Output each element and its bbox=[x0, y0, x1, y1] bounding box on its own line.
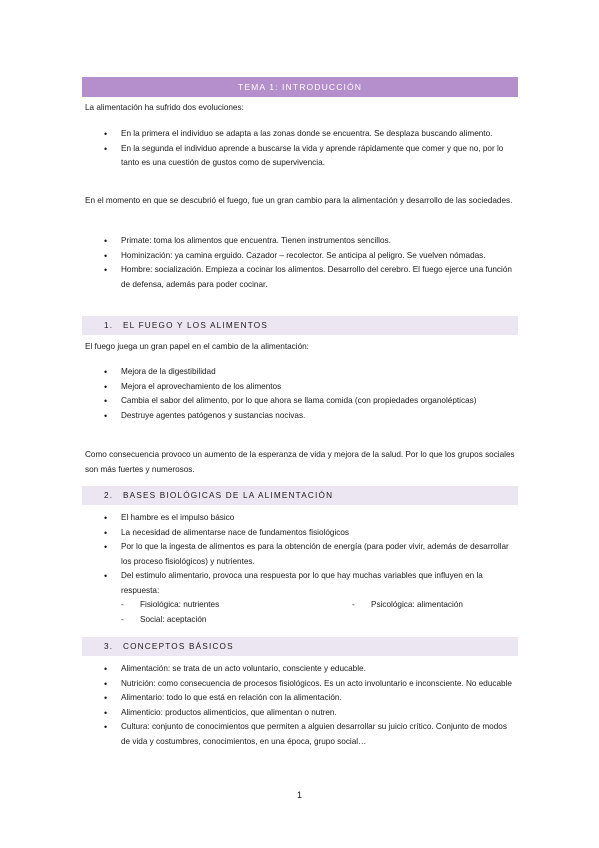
basic-concepts-list bbox=[85, 662, 515, 750]
section-lead: El fuego juega un gran papel en el cambio de la alimentación: bbox=[85, 342, 309, 351]
section-title: BASES BIOLÓGICAS DE LA ALIMENTACIÓN bbox=[123, 491, 334, 500]
list-item: • Primate: toma los alimentos que encuentra. Tienen instrumentos sencillos. bbox=[85, 234, 515, 249]
section-heading-bases bbox=[82, 486, 518, 505]
list-item: • Destruye agentes patógenos y sustancias nocivas. bbox=[85, 409, 515, 424]
list-item: • Del estimulo alimentario, provoca una respuesta por lo que hay muchas variables que influyen en la respuesta: bbox=[85, 569, 515, 598]
page-number: 1 bbox=[296, 790, 302, 800]
section-number: 1. bbox=[104, 321, 114, 330]
section-title: CONCEPTOS BÁSICOS bbox=[123, 642, 234, 651]
biological-bases-list bbox=[85, 511, 515, 599]
fire-effects-list bbox=[85, 365, 515, 423]
page-title: TEMA 1: INTRODUCCIÓN bbox=[82, 77, 518, 97]
list-item: • Alimentación: se trata de un acto voluntario, consciente y educable. bbox=[85, 662, 515, 677]
section-closing: Como consecuencia provoco un aumento de la esperanza de vida y mejora de la salud. Por lo que los grupos sociales son más fuertes y numerosos. bbox=[85, 450, 515, 474]
list-item: • Cambia el sabor del alimento, por lo que ahora se llama comida (con propiedades organolépticas) bbox=[85, 394, 515, 409]
list-item: • Mejora de la digestibilidad bbox=[85, 365, 515, 380]
list-item: • Alimentario: todo lo que está en relación con la alimentación. bbox=[85, 691, 515, 706]
dash-marker: - bbox=[121, 614, 124, 624]
section-heading-conceptos bbox=[82, 637, 518, 656]
dash-marker: - bbox=[352, 600, 355, 609]
response-variables bbox=[121, 598, 515, 628]
list-item: • Por lo que la ingesta de alimentos es para la obtención de energía (para poder vivir, además de desarrollar los proceso fisiológicos) y nutrientes. bbox=[85, 540, 515, 569]
list-item: • En la segunda el individuo aprende a buscarse la vida y aprende rápidamente que comer y que no, por lo tanto es una cuestión de gustos como de supervivencia. bbox=[85, 142, 515, 171]
list-item: • Alimenticio: productos alimenticios, que alimentan o nutren. bbox=[85, 706, 515, 721]
intro-lead: La alimentación ha sufrido dos evoluciones: bbox=[85, 103, 244, 112]
section-number: 3. bbox=[104, 642, 114, 651]
list-item: • En la primera el individuo se adapta a las zonas donde se encuentra. Se desplaza buscando alimento. bbox=[85, 127, 515, 142]
evolution-list bbox=[85, 234, 515, 292]
dash-marker: - bbox=[121, 600, 124, 609]
list-item: • Cultura: conjunto de conocimientos que permiten a alguien desarrollar su juicio crítico. Conjunto de modos de vida y costumbres, conocimientos, en una época, grupo social… bbox=[85, 720, 515, 749]
sublist-item: Psicológica: alimentación bbox=[371, 600, 463, 609]
section-title: EL FUEGO Y LOS ALIMENTOS bbox=[123, 321, 268, 330]
list-item: • Hombre: socialización. Empieza a cocinar los alimentos. Desarrollo del cerebro. El fuego ejerce una función de defensa, además para poder cocinar. bbox=[85, 263, 515, 292]
sublist-item: Fisiológica: nutrientes bbox=[140, 600, 220, 609]
list-item: • Hominización: ya camina erguido. Cazador – recolector. Se anticipa al peligro. Se vuelven nómadas. bbox=[85, 249, 515, 264]
list-item: • El hambre es el impulso básico bbox=[85, 511, 515, 526]
section-number: 2. bbox=[104, 491, 114, 500]
fire-paragraph: En el momento en que se descubrió el fuego, fue un gran cambio para la alimentación y desarrollo de las sociedades. bbox=[85, 196, 513, 205]
sublist-item: Social: aceptación bbox=[140, 614, 207, 624]
list-item: • Nutrición: como consecuencia de procesos fisiológicos. Es un acto involuntario e inconsciente. No educable bbox=[85, 677, 515, 692]
list-item: • Mejora el aprovechamiento de los alimentos bbox=[85, 380, 515, 395]
list-item: • La necesidad de alimentarse nace de fundamentos fisiológicos bbox=[85, 526, 515, 541]
intro-list bbox=[85, 127, 515, 171]
section-heading-fuego bbox=[82, 316, 518, 335]
